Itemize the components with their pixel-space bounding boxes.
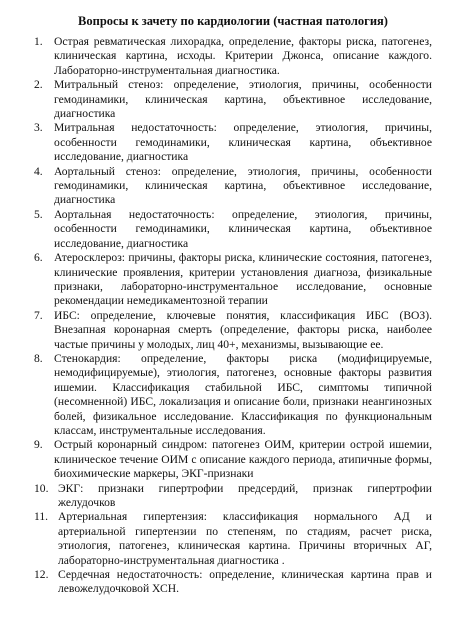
question-number: 12. [34,568,49,582]
question-number: 10. [34,481,49,495]
question-text: Митральный стеноз: определение, этиология, причины, особенности гемодинамики, клиническая картина, объективное исследование, диагностика [54,78,432,121]
document-title: Вопросы к зачету по кардиологии (частная патология) [78,14,388,28]
question-number: 2. [34,78,43,92]
question-text: ИБС: определение, ключевые понятия, классификация ИБС (ВОЗ). Внезапная коронарная смерть (определение, факторы риска, наиболее частые причины у молодых, лиц 40+, механизмы, вызывающие ее. [54,308,432,351]
question-item [34,251,432,309]
question-number: 6. [34,251,43,265]
question-text: Стенокардия: определение, факторы риска (модифицируемые, немодифицируемые), этиология, патогенез, основные факторы развития ишемии. Классификация стабильной ИБС, симптомы типичной (несомненной) ИБС, локализация и описание боли, признаки неангинозных болей, физикальное исследование. Классификация по функциональным классам, инструментальные исследования. [54,351,432,437]
question-number: 8. [34,351,43,365]
question-number: 7. [34,308,43,322]
question-text: Острый коронарный синдром: патогенез ОИМ, критерии острой ишемии, клиническое течение ОИМ с описание каждого периода, атипичные формы, биохимические маркеры, ЭКГ-признаки [54,438,432,481]
question-list [34,35,432,597]
question-number: 1. [34,35,43,48]
question-text: Аортальный стеноз: определение, этиология, причины, особенности гемодинамики, клиническая картина, объективное исследование, диагностика [54,164,432,207]
question-item [34,208,432,251]
question-item [34,165,432,208]
question-number: 5. [34,207,43,221]
question-text: ЭКГ: признаки гипертрофии предсердий, признак гипертрофии желудочков [58,481,432,509]
question-item [34,35,432,78]
question-number: 11. [34,510,49,524]
question-text: Аортальная недостаточность: определение, этиология, причины, особенности гемодинамики, клиническая картина, объективное исследование, диагностика [54,207,432,250]
question-text: Атеросклероз: причины, факторы риска, клинические состояния, патогенез, клинические проявления, критерии установления диагноза, физикальные признаки, лабораторно-инструментальное исследование, основные рекомендации немедикаментозной терапии [54,251,432,308]
question-item [34,568,432,597]
question-text: Сердечная недостаточность: определение, клиническая картина прав и левожелудочковой ХСН. [58,568,432,596]
question-item [34,482,432,511]
question-item [34,78,432,121]
question-text: Острая ревматическая лихорадка, определение, факторы риска, патогенез, клиническая картина, исходы. Критерии Джонса, описание каждого. Лабораторно-инструментальная диагностика. [54,35,432,77]
question-number: 4. [34,164,43,178]
question-text: Артериальная гипертензия: классификация нормального АД и артериальной гипертензии по степеням, по стадиям, расчет риска, этиология, патогенез, клиническая картина. Причины вторичных АГ, лабораторно-инструментальная диагностика . [58,510,432,567]
question-item [34,352,432,438]
question-item [34,121,432,164]
question-item [34,438,432,481]
question-number: 3. [34,121,43,135]
question-item [34,510,432,568]
question-text: Митральная недостаточность: определение, этиология, причины, особенности гемодинамики, клиническая картина, объективное исследование, диагностика [54,121,432,164]
question-number: 9. [34,438,43,452]
question-item [34,309,432,352]
